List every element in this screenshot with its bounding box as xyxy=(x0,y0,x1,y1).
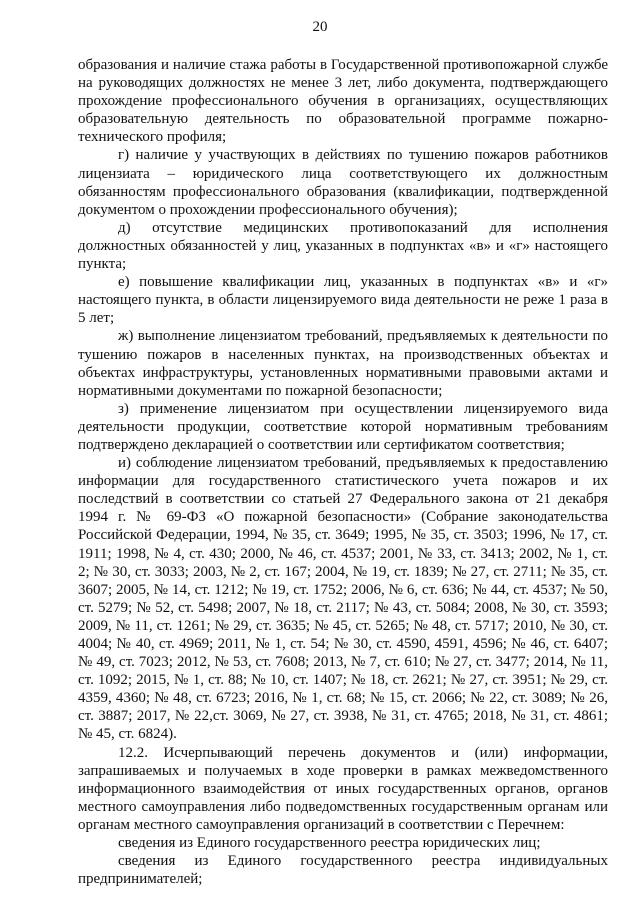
paragraph-item-g: г) наличие у участвующих в действиях по тушению пожаров работников лицензиата – юридического лица соответствующего их должностным обязанностям профессионального образования (квалификации, подтвержденной документом о прохождении профессионального обучения); xyxy=(78,147,608,218)
page-number: 20 xyxy=(312,19,328,35)
paragraph-item-i: и) соблюдение лицензиатом требований, предъявляемых к предоставлению информации для государственного статистического учета пожаров и их последствий в соответствии со статьей 27 Федерального закона от 21 декабря 1994 г. № 69-ФЗ «О пожарной безопасности» (Собрание законодательства Российской Федерации, 1994, № 35, ст. 3649; 1995, № 35, ст. 3503; 1996, № 17, ст. 1911; 1998, № 4, ст. 430; 2000, № 46, ст. 4537; 2001, № 33, ст. 3413; 2002, № 1, ст. 2; № 30, ст. 3033; 2003, № 2, ст. 167; 2004, № 19, ст. 1839; № 27, ст. 2711; № 35, ст. 3607; 2005, № 14, ст. 1212; № 19, ст. 1752; 2006, № 6, ст. 636; № 44, ст. 4537; № 50, ст. 5279; № 52, ст. 5498; 2007, № 18, ст. 2117; № 43, ст. 5084; 2008, № 30, ст. 3593; 2009, № 11, ст. 1261; № 29, ст. 3635; № 45, ст. 5265; № 48, ст. 5717; 2010, № 30, ст. 4004; № 40, ст. 4969; 2011, № 1, ст. 54; № 30, ст. 4590, 4591, 4596; № 46, ст. 6407; № 49, ст. 7023; 2012, № 53, ст. 7608; 2013, № 7, ст. 610; № 27, ст. 3477; 2014, № 11, ст. 1092; 2015, № 1, ст. 88; № 10, ст. 1407; № 18, ст. 2621; № 27, ст. 3951; № 29, ст. 4359, 4360; № 48, ст. 6723; 2016, № 1, ст. 68; № 15, ст. 2066; № 22, ст. 3089; № 26, ст. 3887; 2017, № 22,ст. 3069, № 27, ст. 3938, № 31, ст. 4765; 2018, № 31, ст. 4861; № 45, ст. 6824). xyxy=(78,455,608,743)
paragraph-legal-entities-registry: сведения из Единого государственного реестра юридических лиц; xyxy=(118,835,541,852)
paragraph-item-z: з) применение лицензиатом при осуществлении лицензируемого вида деятельности продукции, соответствие которой нормативным требованиям подтверждено декларацией о соответствии или сертификатом соответствия; xyxy=(78,400,608,453)
paragraph-continuation: образования и наличие стажа работы в Государственной противопожарной службе на руководящих должностях не менее 3 лет, либо документа, подтверждающего прохождение профессионального обучения в организациях, осуществляющих образовательную деятельность по образовательной программе пожарно-технического профиля; xyxy=(78,57,608,146)
paragraph-item-zh: ж) выполнение лицензиатом требований, предъявляемых к деятельности по тушению пожаров в населенных пунктах, на производственных объектах и объектах инфраструктуры, установленных нормативными правовыми актами и нормативными документами по пожарной безопасности; xyxy=(78,328,608,399)
paragraph-entrepreneurs-registry: сведения из Единого государственного реестра индивидуальных предпринимателей; xyxy=(78,853,608,888)
paragraph-section-12-2: 12.2. Исчерпывающий перечень документов и (или) информации, запрашиваемых и получаемых в ходе проверки в рамках межведомственного информационного взаимодействия от иных государственных органов, органов местного самоуправления либо подведомственных государственным органам или органам местного самоуправления организаций в соответствии с Перечнем: xyxy=(78,744,608,833)
paragraph-item-d: д) отсутствие медицинских противопоказаний для исполнения должностных обязанностей у лиц, указанных в подпунктах «в» и «г» настоящего пункта; xyxy=(78,219,608,273)
document-body xyxy=(78,56,608,888)
paragraph-item-e: е) повышение квалификации лиц, указанных в подпунктах «в» и «г» настоящего пункта, в области лицензируемого вида деятельности не реже 1 раза в 5 лет; xyxy=(78,274,608,327)
